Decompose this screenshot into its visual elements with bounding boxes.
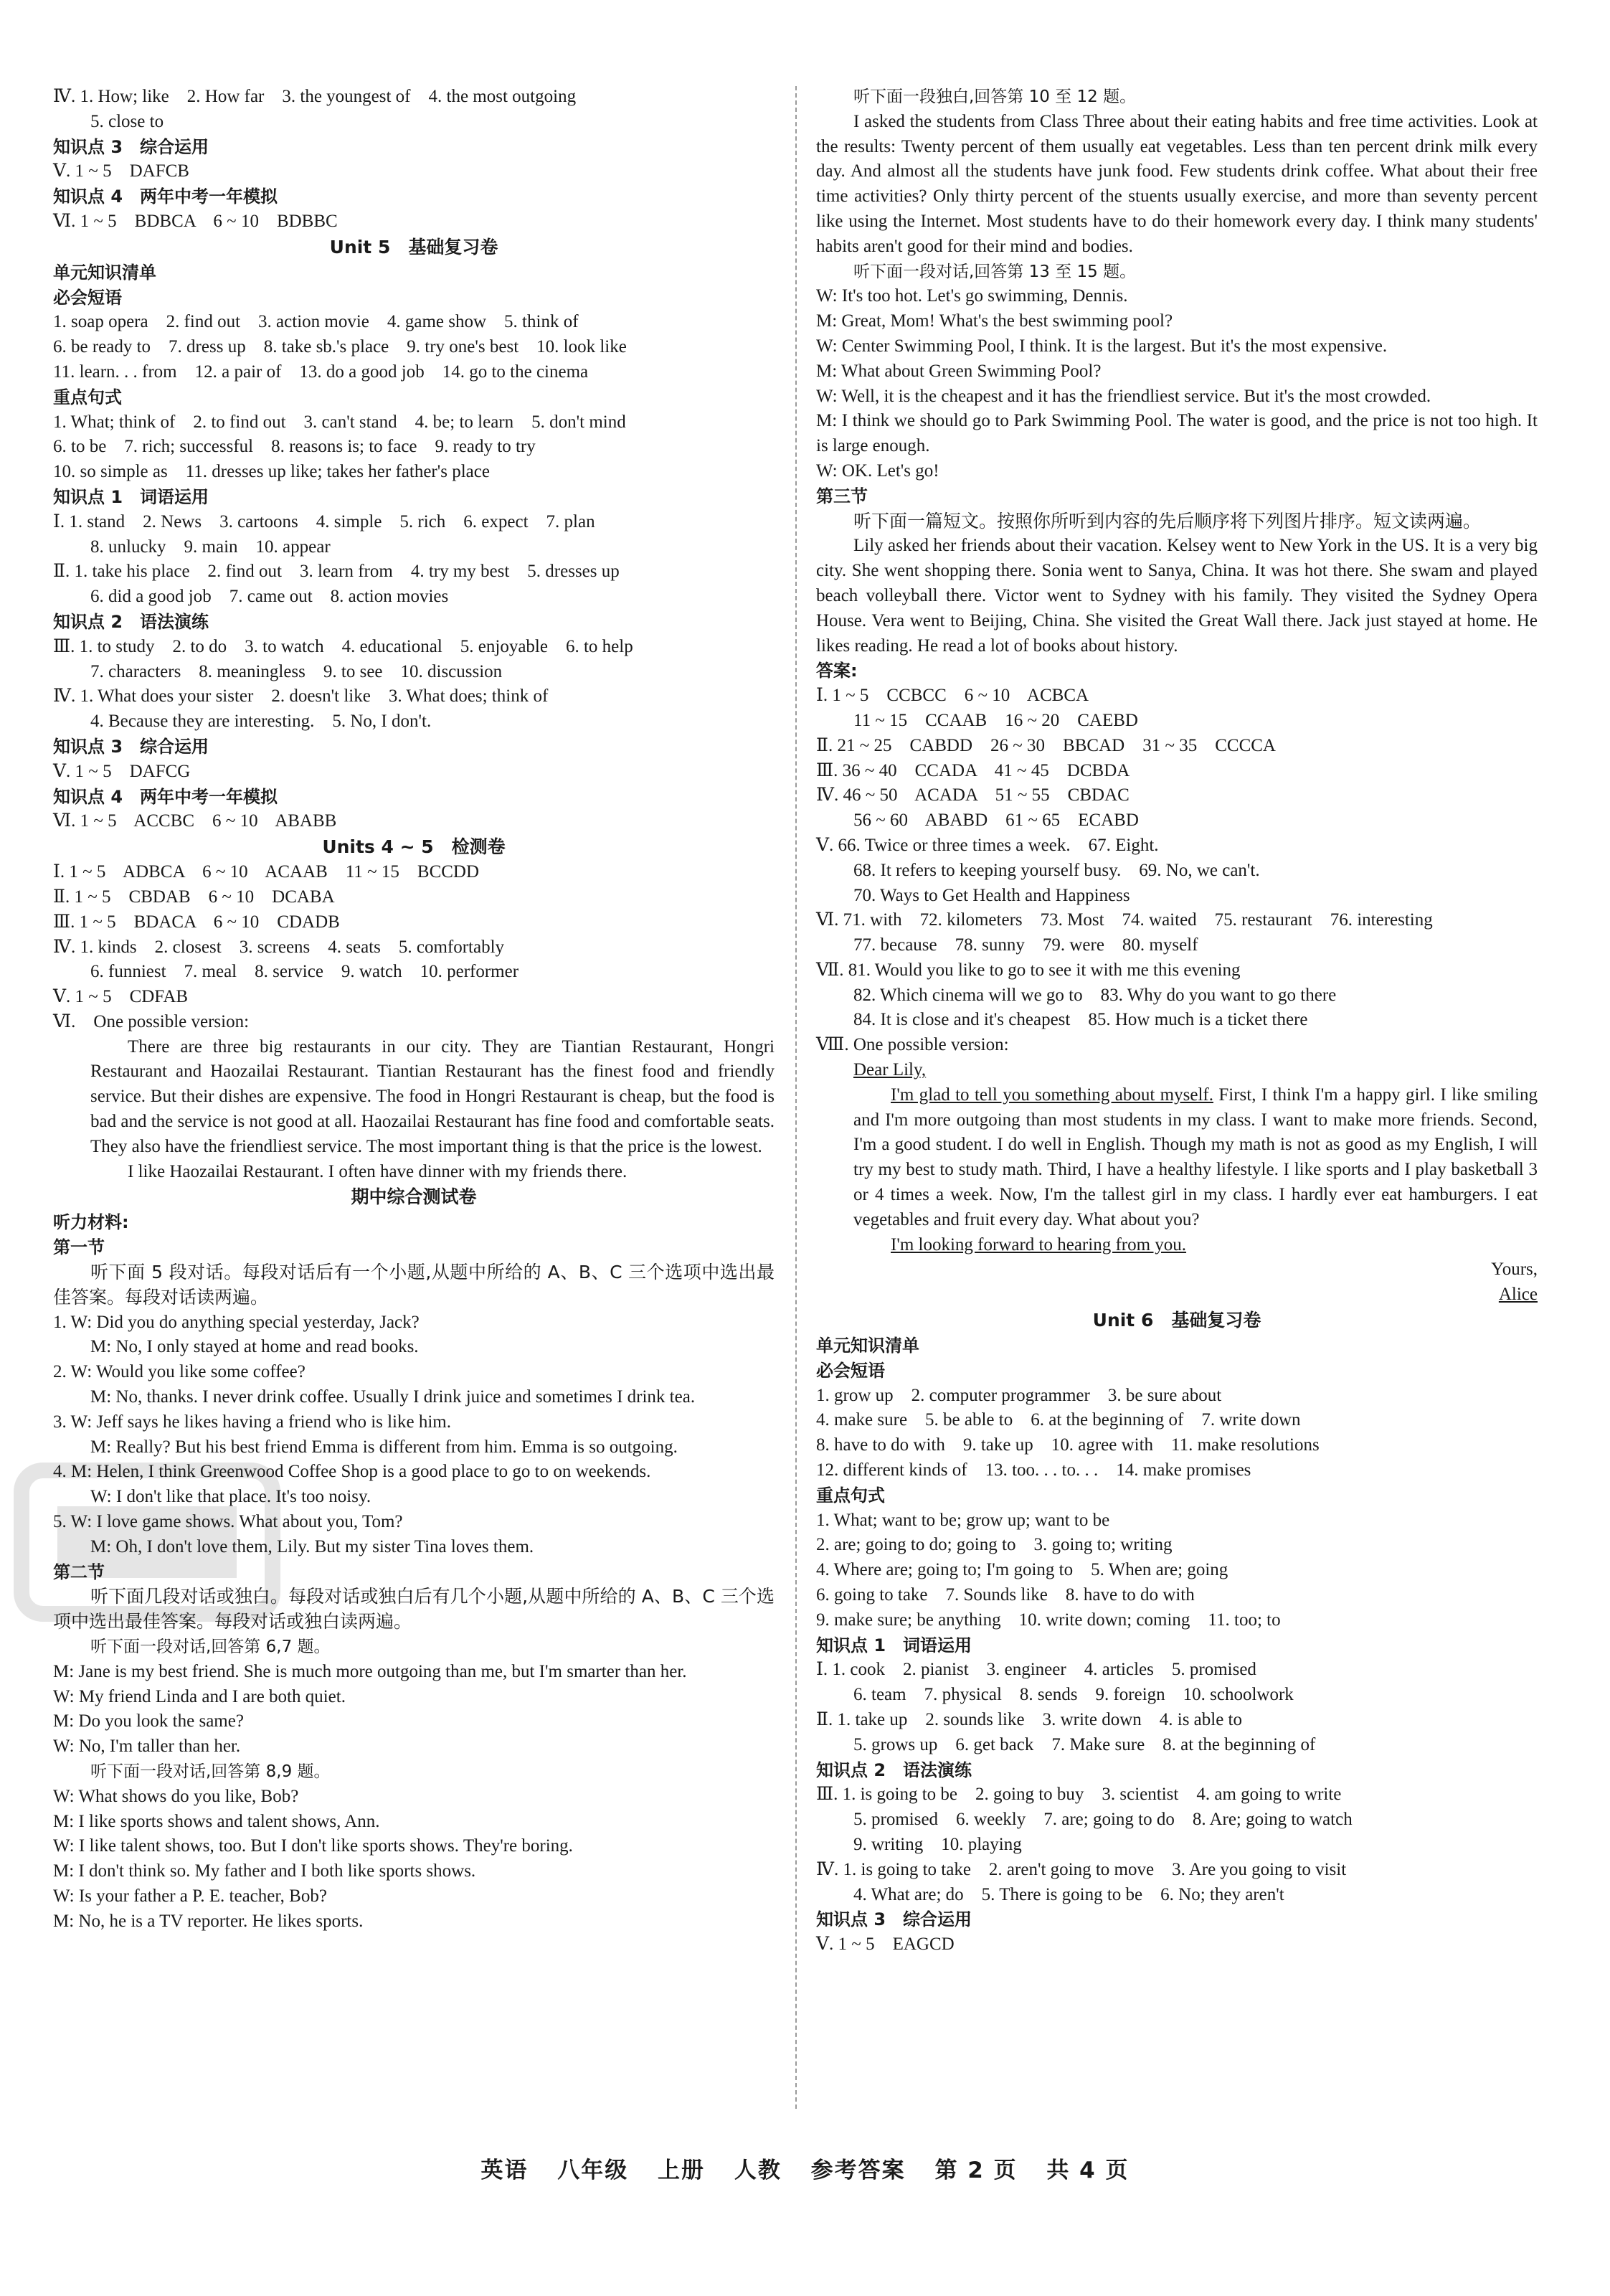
answer-line: Ⅲ. 1. is going to be 2. going to buy 3. scientist 4. am going to write [816, 1785, 1342, 1805]
section-heading: 听力材料: [53, 1212, 129, 1233]
answer-line: 6. to be 7. rich; successful 8. reasons is; to face 9. ready to try [53, 437, 536, 457]
unit-title: Units 4 ~ 5 检测卷 [322, 836, 506, 858]
dialogue-line: 3. W: Jeff says he likes having a friend who is like him. [53, 1412, 451, 1432]
answer-line: 2. are; going to do; going to 3. going to; writing [816, 1535, 1173, 1555]
answer-line: Ⅰ. 1. stand 2. News 3. cartoons 4. simple 5. rich 6. expect 7. plan [53, 511, 595, 532]
footer-page-number: 第 2 页 [934, 2158, 1018, 2183]
right-column [816, 85, 1538, 1957]
dialogue-line: M: No, I only stayed at home and read books. [90, 1337, 419, 1357]
instruction: 听下面 5 段对话。每段对话后有一个小题,从题中所给的 A、B、C 三个选项中选出最佳答案。每段对话读两遍。 [53, 1262, 775, 1308]
section-heading: 知识点 1 词语运用 [53, 486, 209, 507]
dialogue-line: M: No, thanks. I never drink coffee. Usually I drink juice and sometimes I drink tea. [90, 1387, 696, 1407]
dialogue-line: M: I think we should go to Park Swimming Pool. The water is good, and the price is not too high. It is large enough. [816, 411, 1538, 456]
letter-signature: Alice [1498, 1285, 1538, 1305]
instruction: 听下面一段对话,回答第 8,9 题。 [90, 1762, 331, 1781]
answer-line: 9. make sure; be anything 10. write down; coming 11. too; to [816, 1610, 1281, 1630]
dialogue-line: M: I like sports shows and talent shows, Ann. [53, 1811, 380, 1831]
column-divider [795, 86, 797, 2109]
answer-line: 6. did a good job 7. came out 8. action movies [90, 587, 449, 607]
left-column [53, 85, 775, 1934]
answer-line: Ⅴ. 1 ~ 5 EAGCD [816, 1934, 955, 1955]
dialogue-line: 4. M: Helen, I think Greenwood Coffee Shop is a good place to go to on weekends. [53, 1462, 651, 1482]
answer-line: 11 ~ 15 CCAAB 16 ~ 20 CAEBD [853, 710, 1138, 730]
answer-line: Ⅰ. 1. cook 2. pianist 3. engineer 4. articles 5. promised [816, 1660, 1256, 1680]
instruction: 听下面一段对话,回答第 13 至 15 题。 [853, 262, 1137, 281]
answer-line: 1. grow up 2. computer programmer 3. be sure about [816, 1385, 1222, 1405]
sample-essay: I like Haozailai Restaurant. I often have dinner with my friends there. [128, 1161, 628, 1181]
answer-line: 4. Because they are interesting. 5. No, I don't. [90, 712, 432, 732]
answer-line: 5. promised 6. weekly 7. are; going to do 8. Are; going to watch [853, 1810, 1353, 1830]
answer-line: 6. team 7. physical 8. sends 9. foreign 10. schoolwork [853, 1685, 1294, 1705]
answer-line: 77. because 78. sunny 79. were 80. myself [853, 935, 1198, 955]
dialogue-line: M: Do you look the same? [53, 1711, 244, 1732]
answer-line: Ⅳ. 1. is going to take 2. aren't going to move 3. Are you going to visit [816, 1859, 1347, 1879]
unit-title: Unit 6 基础复习卷 [1092, 1310, 1261, 1331]
page-footer [0, 2152, 1610, 2184]
dialogue-line: W: My friend Linda and I are both quiet. [53, 1686, 346, 1706]
section-heading: 单元知识清单 [53, 262, 156, 283]
answer-line: 84. It is close and it's cheapest 85. How much is a ticket there [853, 1010, 1308, 1030]
answer-line: Ⅱ. 1. take up 2. sounds like 3. write down 4. is able to [816, 1710, 1243, 1729]
answer-line: Ⅴ. 1 ~ 5 CDFAB [53, 987, 189, 1007]
letter-signoff: Yours, [1491, 1260, 1538, 1280]
answer-line: Ⅴ. 1 ~ 5 DAFCG [53, 761, 191, 781]
section-heading: 知识点 2 语法演练 [53, 611, 209, 632]
instruction: 听下面一段独白,回答第 10 至 12 题。 [853, 88, 1137, 106]
answer-line: Ⅲ. 36 ~ 40 CCADA 41 ~ 45 DCBDA [816, 760, 1130, 780]
dialogue-line: M: Oh, I don't love them, Lily. But my sister Tina loves them. [90, 1536, 534, 1556]
instruction: 听下面一篇短文。按照你所听到内容的先后顺序将下列图片排序。短文读两遍。 [853, 510, 1482, 532]
section-heading: 知识点 4 两年中考一年模拟 [53, 786, 278, 807]
dialogue-line: W: Center Swimming Pool, I think. It is the largest. But it's the most expensive. [816, 336, 1388, 356]
answer-line: Ⅵ. 1 ~ 5 BDBCA 6 ~ 10 BDBBC [53, 211, 338, 231]
footer-volume: 上册 [658, 2158, 706, 2183]
section-heading: 知识点 3 综合运用 [816, 1909, 972, 1930]
dialogue-line: M: I don't think so. My father and I both like sports shows. [53, 1861, 476, 1881]
section-heading: 必会短语 [816, 1360, 885, 1381]
monologue: I asked the students from Class Three about their eating habits and free time activities. Look at the results: Twenty percent of them usually eat vegetables. Less than ten percent drink milk every day. And almost all the students have junk food. Few students drink coffee. What about their free time activities? Only thirty percent of the stuents usually exercise, and more than seventy percent like using the Internet. Most students have to do their homework every day. I think many students' habits aren't good for their mind and bodies. [816, 111, 1538, 256]
section-heading: 知识点 4 两年中考一年模拟 [53, 186, 278, 207]
dialogue-line: W: I like talent shows, too. But I don't like sports shows. They're boring. [53, 1836, 573, 1856]
answer-line: Ⅲ. 1 ~ 5 BDACA 6 ~ 10 CDADB [53, 912, 340, 932]
dialogue-line: W: OK. Let's go! [816, 460, 939, 481]
letter-opening: I'm glad to tell you something about myself. [891, 1085, 1213, 1105]
section-heading: 知识点 1 词语运用 [816, 1635, 972, 1655]
answer-line: Ⅰ. 1 ~ 5 CCBCC 6 ~ 10 ACBCA [816, 686, 1089, 706]
answer-line: 5. close to [90, 111, 164, 131]
footer-edition: 人教 [734, 2158, 782, 2183]
answer-line: 12. different kinds of 13. too. . . to. . . 14. make promises [816, 1460, 1251, 1480]
section-heading: 第二节 [53, 1562, 105, 1582]
answer-line: 6. going to take 7. Sounds like 8. have to do with [816, 1585, 1195, 1605]
answer-line: 1. What; want to be; grow up; want to be [816, 1510, 1110, 1530]
answer-line: 1. soap opera 2. find out 3. action movie 4. game show 5. think of [53, 312, 579, 332]
letter-closing: I'm looking forward to hearing from you. [891, 1234, 1187, 1255]
section-heading: 重点句式 [816, 1485, 885, 1506]
story-passage: Lily asked her friends about their vacation. Kelsey went to New York in the US. It is a very big city. She went shopping there. Sonia went to Sanya, China. It was hot there. She swam and played beach volleyball there. Victor went to Sydney with his family. They visited the Sydney Opera House. Vera went to Beijing, China. She visited the Great Wall there. Jack just stayed at home. He likes reading. He read a lot of books about history. [816, 536, 1538, 656]
answer-line: 9. writing 10. playing [853, 1834, 1022, 1854]
footer-grade: 八年级 [557, 2158, 629, 2183]
answer-line: 5. grows up 6. get back 7. Make sure 8. at the beginning of [853, 1734, 1316, 1754]
dialogue-line: M: Jane is my best friend. She is much more outgoing than me, but I'm smarter than her. [53, 1661, 687, 1681]
section-heading: 答案: [816, 661, 858, 681]
answer-line: 4. Where are; going to; I'm going to 5. When are; going [816, 1560, 1228, 1580]
answer-line: Ⅴ. 1 ~ 5 DAFCB [53, 161, 189, 181]
answer-line: 4. What are; do 5. There is going to be 6. No; they aren't [853, 1884, 1284, 1904]
answer-line: 10. so simple as 11. dresses up like; takes her father's place [53, 462, 490, 482]
section-heading: 第三节 [816, 486, 868, 506]
answer-line: Ⅳ. 46 ~ 50 ACADA 51 ~ 55 CBDAC [816, 785, 1130, 806]
answer-line: Ⅴ. 66. Twice or three times a week. 67. Eight. [816, 835, 1159, 855]
letter-body: First, I think I'm a happy girl. I like smiling and I'm more outgoing than most students in my class. I want to make more friends. Second, I'm a good student. I do well in English. Though my math is not as good as my English, I will try my best to study math. Third, I have a healthy lifestyle. I like sports and I play basketball 3 or 4 times a week. Now, I'm the tallest girl in my class. I hardly ever eat hamburgers. I eat vegetables and fruit every day. What about you? [853, 1085, 1538, 1229]
answer-line: Ⅱ. 1. take his place 2. find out 3. learn from 4. try my best 5. dresses up [53, 562, 620, 582]
answer-line: Ⅳ. 1. kinds 2. closest 3. screens 4. seats 5. comfortably [53, 937, 505, 957]
dialogue-line: M: Great, Mom! What's the best swimming pool? [816, 311, 1173, 331]
answer-line: Ⅶ. 81. Would you like to go to see it with me this evening [816, 960, 1241, 980]
answer-line: 56 ~ 60 ABABD 61 ~ 65 ECABD [853, 811, 1139, 831]
answer-line: Ⅵ. 71. with 72. kilometers 73. Most 74. waited 75. restaurant 76. interesting [816, 910, 1433, 930]
sample-essay: There are three big restaurants in our city. They are Tiantian Restaurant, Hongri Restaurant and Haozailai Restaurant. Tiantian Restaurant has the finest food and friendly service. But their dishes are expensive. The food in Hongri Restaurant is cheap, but the food is bad and the service is not good at all. Haozailai Restaurant has fine food and comfortable seats. They also have the friendliest service. The most important thing is that the price is the lowest. [90, 1036, 775, 1156]
dialogue-line: 2. W: Would you like some coffee? [53, 1362, 306, 1382]
answer-line: 4. make sure 5. be able to 6. at the beginning of 7. write down [816, 1410, 1301, 1430]
dialogue-line: M: Really? But his best friend Emma is different from him. Emma is so outgoing. [90, 1437, 678, 1457]
answer-line: Ⅲ. 1. to study 2. to do 3. to watch 4. educational 5. enjoyable 6. to help [53, 636, 633, 656]
instruction: 听下面一段对话,回答第 6,7 题。 [90, 1638, 331, 1657]
letter-greeting: Dear Lily, [853, 1060, 927, 1080]
dialogue-line: 1. W: Did you do anything special yesterday, Jack? [53, 1312, 420, 1332]
answer-line: 82. Which cinema will we go to 83. Why do you want to go there [853, 985, 1337, 1005]
answer-line: 1. What; think of 2. to find out 3. can't stand 4. be; to learn 5. don't mind [53, 412, 626, 432]
answer-line: 6. funniest 7. meal 8. service 9. watch 10. performer [90, 962, 519, 982]
answer-line: Ⅵ. One possible version: [53, 1011, 250, 1031]
answer-line: 6. be ready to 7. dress up 8. take sb.'s place 9. try one's best 10. look like [53, 337, 627, 357]
section-heading: 知识点 2 语法演练 [816, 1759, 972, 1780]
dialogue-line: M: What about Green Swimming Pool? [816, 361, 1102, 381]
dialogue-line: W: I don't like that place. It's too noisy. [90, 1487, 371, 1507]
answer-line: 70. Ways to Get Health and Happiness [853, 885, 1130, 905]
dialogue-line: 5. W: I love game shows. What about you, Tom? [53, 1512, 403, 1532]
footer-doc-title: 参考答案 [810, 2158, 906, 2183]
dialogue-line: M: No, he is a TV reporter. He likes sports. [53, 1911, 364, 1931]
dialogue-line: W: Well, it is the cheapest and it has the friendliest service. But it's the most crowded. [816, 386, 1431, 406]
section-heading: 单元知识清单 [816, 1336, 919, 1356]
dialogue-line: W: What shows do you like, Bob? [53, 1786, 299, 1806]
answer-line: Ⅳ. 1. What does your sister 2. doesn't like 3. What does; think of [53, 686, 549, 707]
answer-line: 7. characters 8. meaningless 9. to see 10. discussion [90, 661, 503, 681]
unit-title: 期中综合测试卷 [351, 1186, 477, 1208]
unit-title: Unit 5 基础复习卷 [329, 236, 498, 258]
answer-line: Ⅱ. 21 ~ 25 CABDD 26 ~ 30 BBCAD 31 ~ 35 CCCCA [816, 735, 1276, 755]
section-heading: 重点句式 [53, 387, 122, 407]
answer-line: 68. It refers to keeping yourself busy. 69. No, we can't. [853, 860, 1260, 880]
section-heading: 第一节 [53, 1237, 105, 1258]
instruction: 听下面几段对话或独白。每段对话或独白后有几个小题,从题中所给的 A、B、C 三个选项中选出最佳答案。每段对话或独白读两遍。 [53, 1586, 775, 1633]
answer-line: Ⅵ. 1 ~ 5 ACCBC 6 ~ 10 ABABB [53, 811, 337, 831]
answer-line: 11. learn. . . from 12. a pair of 13. do a good job 14. go to the cinema [53, 362, 589, 382]
dialogue-line: W: Is your father a P. E. teacher, Bob? [53, 1886, 327, 1906]
dialogue-line: W: No, I'm taller than her. [53, 1737, 241, 1757]
answer-line: 8. unlucky 9. main 10. appear [90, 537, 331, 557]
footer-page-total: 共 4 页 [1046, 2158, 1130, 2183]
sample-letter [816, 1083, 1538, 1233]
section-heading: 知识点 3 综合运用 [53, 736, 209, 757]
answer-line: 8. have to do with 9. take up 10. agree with 11. make resolutions [816, 1435, 1320, 1455]
section-heading: 知识点 3 综合运用 [53, 136, 209, 157]
footer-subject: 英语 [480, 2158, 529, 2183]
answer-line: Ⅱ. 1 ~ 5 CBDAB 6 ~ 10 DCABA [53, 887, 335, 907]
answer-line: Ⅳ. 1. How; like 2. How far 3. the youngest of 4. the most outgoing [53, 87, 577, 106]
answer-line: Ⅰ. 1 ~ 5 ADBCA 6 ~ 10 ACAAB 11 ~ 15 BCCDD [53, 862, 480, 882]
dialogue-line: W: It's too hot. Let's go swimming, Dennis. [816, 286, 1128, 306]
answer-line: Ⅷ. One possible version: [816, 1035, 1009, 1055]
section-heading: 必会短语 [53, 287, 122, 308]
